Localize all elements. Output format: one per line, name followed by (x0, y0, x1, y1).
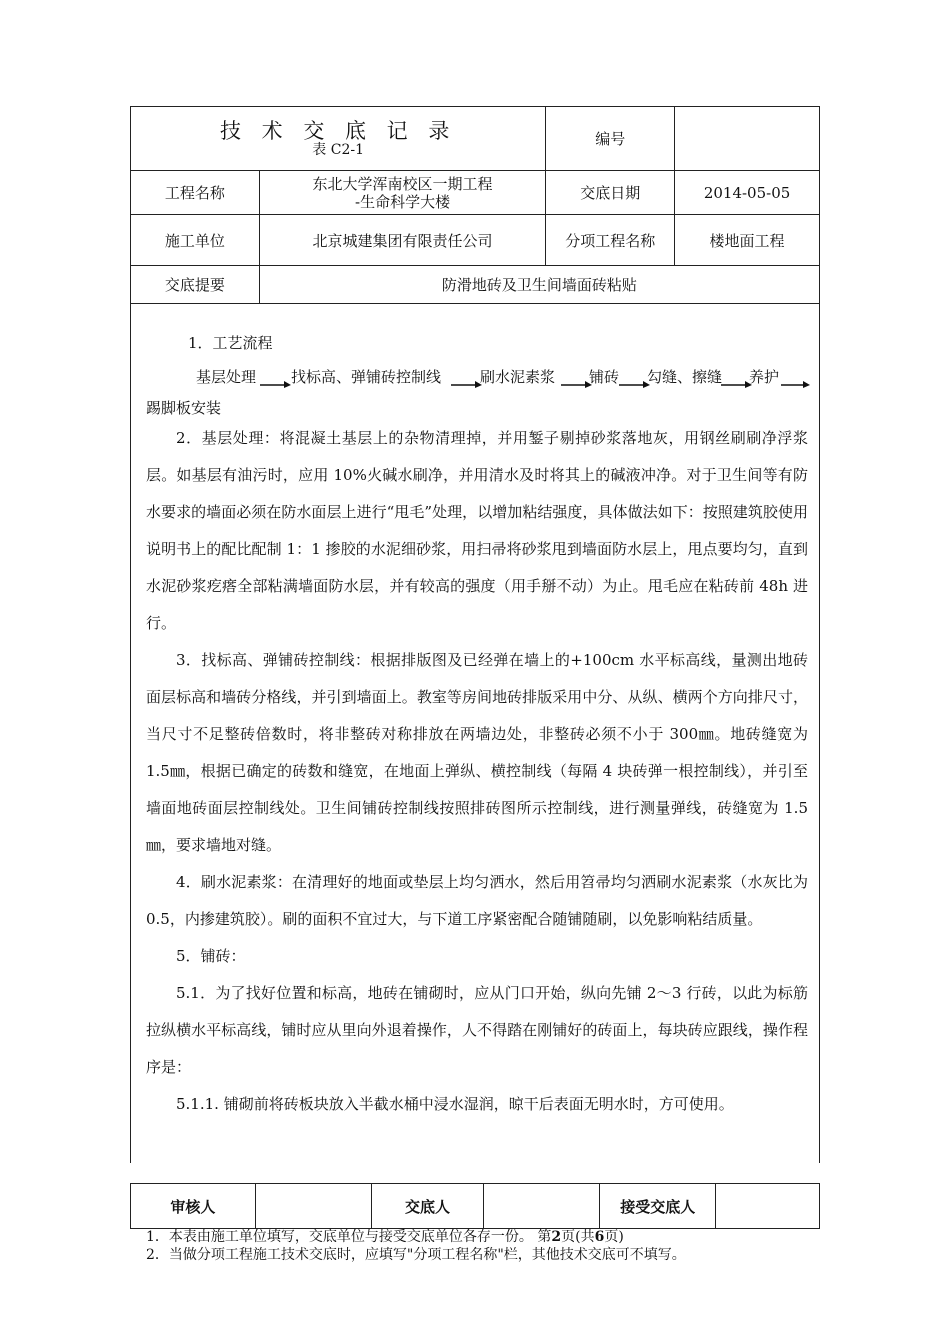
page-prefix: 第 (537, 1229, 552, 1245)
reviewer-field[interactable] (255, 1184, 371, 1229)
paragraph-5-1-1: 5.1.1. 铺砌前将砖板块放入半截水桶中浸水湿润，晾干后表面无明水时，方可使用。 (176, 1095, 734, 1113)
title-cell (131, 107, 546, 171)
flow-step-4: 铺砖 (589, 368, 620, 386)
paragraph-3: 3．找标高、弹铺砖控制线：根据排版图及已经弹在墙上的+100cm 水平标高线，量测出地砖面层标高和墙砖分格线，并引到墙面上。教室等房间地砖排版采用中分、从纵、横两个方向排尺寸，当尺寸不足整砖倍数时，将非整砖对称排放在两墙边处，非整砖必须不小于 300㎜。地砖缝宽为 1.5㎜，根据已确定的砖数和缝宽，在地面上弹纵、横控制线（每隔 4 块砖弹一根控制线），并引至墙面地砖面层控制线处。卫生间铺砖控制线按照排砖图所示控制线，进行测量弹线，砖缝宽为 1.5㎜，要求墙地对缝。 (146, 651, 808, 854)
content-text (146, 323, 808, 1123)
process-flow (146, 366, 808, 396)
receiver-field[interactable] (716, 1184, 820, 1229)
reviewer-label: 审核人 (131, 1184, 256, 1229)
page-total: 6 (594, 1229, 605, 1245)
discloser-label: 交底人 (371, 1184, 484, 1229)
date-value: 2014-05-05 (675, 171, 820, 215)
form-code: 表 C2-1 (312, 142, 365, 158)
flow-step-6: 养护 (749, 368, 780, 386)
subitem-label: 分项工程名称 (546, 215, 675, 266)
page-current: 2 (551, 1229, 562, 1245)
flow-step-5: 勾缝、擦缝 (647, 368, 723, 386)
paragraph-4: 4．刷水泥素浆：在清理好的地面或垫层上均匀洒水，然后用笤帚均匀洒刷水泥素浆（水灰比为 0.5，内掺建筑胶）。刷的面积不宜过大，与下道工序紧密配合随铺随刷，以免影响粘结质量。 (146, 873, 808, 928)
flow-step-1: 基层处理 (196, 368, 257, 386)
contractor-label: 施工单位 (131, 215, 260, 266)
receiver-label: 接受交底人 (600, 1184, 716, 1229)
flow-step-2: 找标高、弹铺砖控制线 (291, 368, 442, 386)
header-table (130, 106, 820, 304)
arrow-right-icon (781, 376, 811, 388)
number-field[interactable] (675, 107, 820, 171)
project-name-line1: 东北大学浑南校区一期工程 (312, 174, 493, 193)
footnote-1 (146, 1228, 686, 1246)
paragraph-5: 5．铺砖： (176, 947, 246, 965)
summary-value: 防滑地砖及卫生间墙面砖粘贴 (259, 266, 819, 304)
page-indicator (537, 1229, 623, 1245)
discloser-field[interactable] (484, 1184, 600, 1229)
project-name-line2: -生命科学大楼 (355, 192, 451, 211)
contractor-value: 北京城建集团有限责任公司 (259, 215, 546, 266)
summary-label: 交底提要 (131, 266, 260, 304)
subitem-value: 楼地面工程 (675, 215, 820, 266)
project-name-label: 工程名称 (131, 171, 260, 215)
arrow-right-icon (260, 376, 292, 388)
paragraph-5-1: 5.1．为了找好位置和标高，地砖在铺砌时，应从门口开始，纵向先铺 2～3 行砖，以此为标筋拉纵横水平标高线，铺时应从里向外退着操作，人不得踏在刚铺好的砖面上，每块砖应跟线，操作程序是： (146, 984, 808, 1076)
document-title: 技 术 交 底 记 录 (219, 119, 457, 143)
signature-table (130, 1183, 820, 1229)
page-mid: 页(共 (561, 1229, 595, 1245)
date-label: 交底日期 (546, 171, 675, 215)
footnote-1-text: 1．本表由施工单位填写，交底单位与接受交底单位各存一份。 (146, 1229, 533, 1245)
arrow-right-icon (451, 376, 483, 388)
footnotes (146, 1228, 686, 1264)
footnote-2: 2．当做分项工程施工技术交底时，应填写"分项工程名称"栏，其他技术交底可不填写。 (146, 1247, 686, 1263)
project-name-cell (259, 171, 546, 215)
paragraph-2: 2．基层处理：将混凝土基层上的杂物清理掉，并用錾子剔掉砂浆落地灰，用钢丝刷刷净浮浆层。如基层有油污时，应用 10%火碱水刷净，并用清水及时将其上的碱液冲净。对于卫生间等有防水要求的墙面必须在防水面层上进行“甩毛”处理，以增加粘结强度，具体做法如下：按照建筑胶使用说明书上的配比配制 1：1 掺胶的水泥细砂浆，用扫帚将砂浆甩到墙面防水层上，甩点要均匀，直到水泥砂浆疙瘩全部粘满墙面防水层，并有较高的强度（用手掰不动）为止。甩毛应在粘砖前 48h 进行。 (146, 429, 808, 632)
flow-step-3: 刷水泥素浆 (480, 368, 556, 386)
number-label: 编号 (546, 107, 675, 171)
section-1-title: 1．工艺流程 (188, 334, 273, 352)
page-suffix: 页) (604, 1229, 624, 1245)
flow-step-7: 踢脚板安装 (146, 399, 222, 417)
content-box (130, 303, 820, 1163)
